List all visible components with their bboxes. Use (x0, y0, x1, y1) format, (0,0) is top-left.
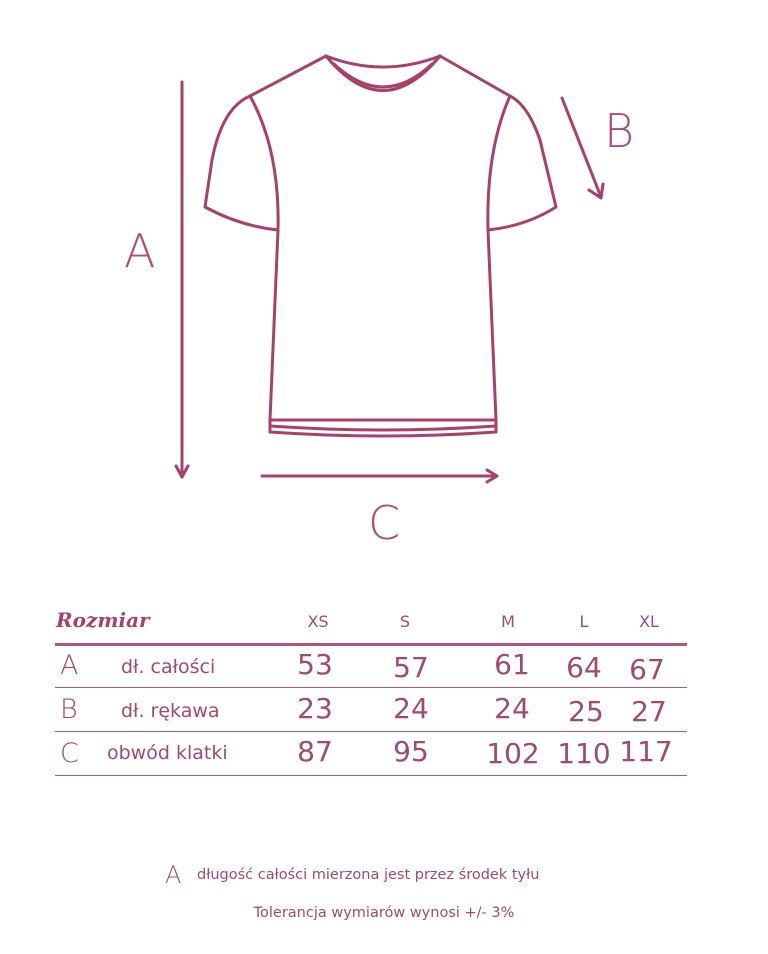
size-s: S (399, 612, 411, 631)
row-a-m: 61 (494, 648, 530, 681)
hem-line (270, 426, 496, 430)
table-divider-top (55, 643, 687, 646)
row-c-label: obwód klatki (107, 742, 228, 764)
row-c-xs: 87 (297, 735, 333, 768)
label-b: B (604, 104, 635, 158)
note-tolerance: Tolerancja wymiarów wynosi +/- 3% (253, 905, 515, 921)
table-divider-1 (55, 687, 687, 688)
table-divider-2 (55, 731, 687, 732)
row-b-label: dł. rękawa (121, 700, 220, 722)
label-c: C (368, 496, 401, 550)
row-a-xs: 53 (297, 648, 333, 681)
row-b-s: 24 (393, 692, 429, 725)
label-a: A (124, 224, 156, 278)
row-a-label: dł. całości (121, 656, 216, 678)
right-sleeve-seam (488, 96, 510, 230)
row-b-xs: 23 (297, 692, 333, 725)
row-a-letter: A (60, 650, 79, 681)
row-b-letter: B (60, 694, 78, 725)
row-b-m: 24 (494, 692, 530, 725)
table-divider-3 (55, 775, 687, 776)
row-c-letter: C (60, 738, 79, 769)
note-letter-a: A (165, 861, 182, 889)
arrow-b-line (562, 98, 601, 197)
row-a-s: 57 (393, 651, 429, 684)
table-title: Rozmiar (56, 608, 150, 632)
row-b-l: 25 (568, 695, 604, 728)
row-c-xl: 117 (619, 735, 673, 768)
size-l: L (579, 612, 589, 631)
row-c-m: 102 (486, 737, 540, 770)
row-a-xl: 67 (629, 653, 665, 686)
collar-outer (326, 56, 440, 67)
row-c-s: 95 (393, 735, 429, 768)
row-a-l: 64 (566, 651, 602, 684)
left-sleeve-seam (250, 96, 278, 230)
row-b-xl: 27 (631, 695, 667, 728)
size-xs: XS (307, 612, 329, 631)
row-c-l: 110 (557, 737, 611, 770)
size-m: M (501, 612, 515, 631)
size-xl: XL (639, 612, 659, 631)
note-length: długość całości mierzona jest przez środek tyłu (197, 867, 540, 883)
